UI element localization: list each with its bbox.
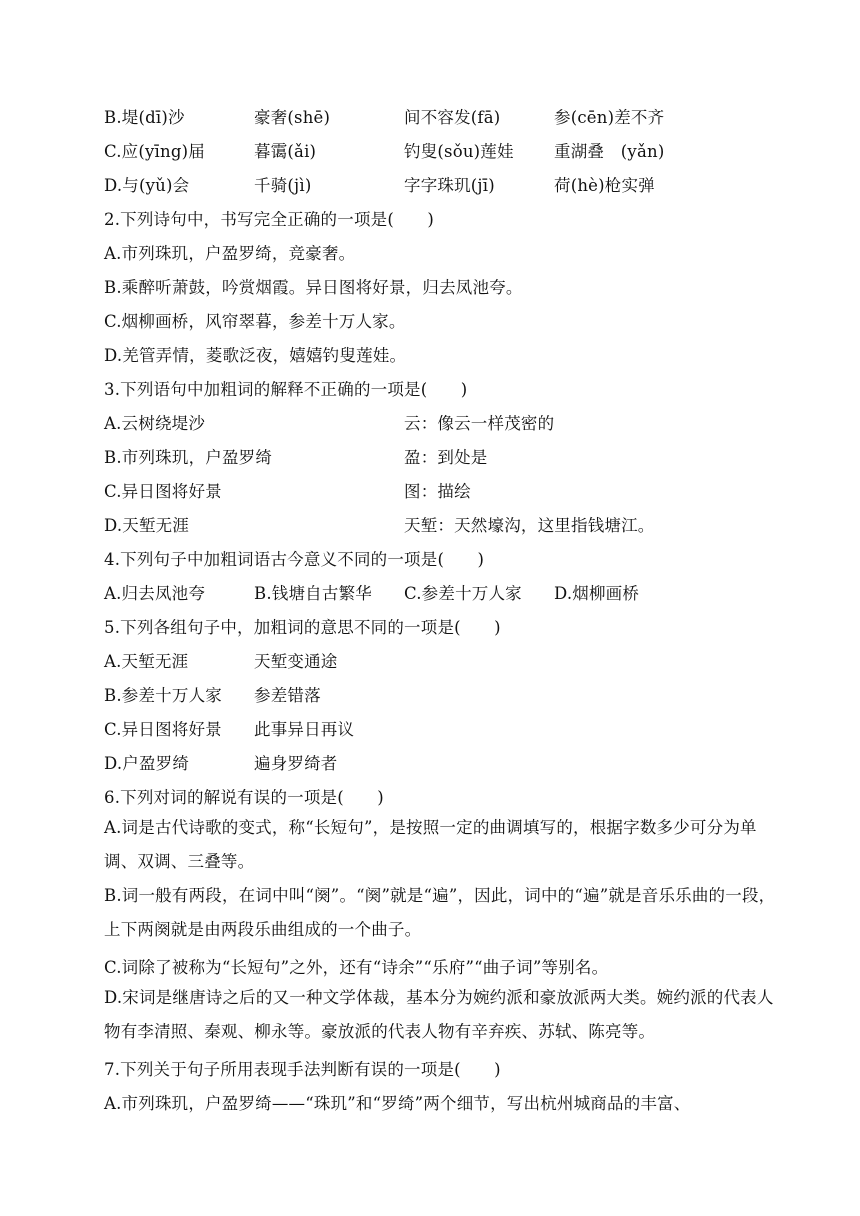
q5-a-right: 天堑变通途: [254, 652, 338, 671]
q4-option-d: D.烟柳画桥: [554, 584, 640, 603]
q1-b-option-4: 参(cēn)差不齐: [554, 108, 665, 127]
q2-option-a: A.市列珠玑，户盈罗绮，竞豪奢。: [104, 244, 356, 263]
q6-option-c: C.词除了被称为“长短句”之外，还有“诗余”“乐府”“曲子词”等别名。: [104, 958, 609, 977]
q1-d-option-4: 荷(hè)枪实弹: [554, 176, 655, 195]
q3-d-sentence: D.天堑无涯: [104, 516, 190, 535]
q1-d-option-2: 千骑(jì): [254, 176, 312, 195]
q6-option-a: A.词是古代诗歌的变式，称“长短句”，是按照一定的曲调填写的，根据字数多少可分为单调、双调、三叠等。: [104, 818, 757, 871]
q3-a-sentence: A.云树绕堤沙: [104, 414, 206, 433]
q7-option-a: A.市列珠玑，户盈罗绮——“珠玑”和“罗绮”两个细节，写出杭州城商品的丰富、: [104, 1094, 691, 1113]
q1-c-option-3: 钓叟(sǒu)莲娃: [404, 142, 514, 161]
q3-c-explanation: 图：描绘: [404, 482, 471, 501]
q5-a-left: A.天堑无涯: [104, 652, 189, 671]
q2-option-d: D.羌管弄情，菱歌泛夜，嬉嬉钓叟莲娃。: [104, 346, 407, 365]
q1-b-option-1: B.堤(dī)沙: [104, 108, 185, 127]
q3-a-explanation: 云：像云一样茂密的: [404, 414, 555, 433]
q5-b-right: 参差错落: [254, 686, 321, 705]
q1-b-option-3: 间不容发(fā): [404, 108, 501, 127]
q4-option-a: A.归去凤池夸: [104, 584, 206, 603]
q1-d-option-1: D.与(yǔ)会: [104, 176, 190, 195]
q6-option-d: D.宋词是继唐诗之后的又一种文学体裁，基本分为婉约派和豪放派两大类。婉约派的代表人物有李清照、秦观、柳永等。豪放派的代表人物有辛弃疾、苏轼、陈亮等。: [104, 988, 774, 1041]
q7-stem: 7.下列关于句子所用表现手法判断有误的一项是( ): [104, 1060, 501, 1079]
q1-c-option-2: 暮霭(ǎi): [254, 142, 317, 161]
q2-option-c: C.烟柳画桥，风帘翠暮，参差十万人家。: [104, 312, 406, 331]
q5-c-right: 此事异日再议: [254, 720, 355, 739]
q1-c-option-4: 重湖叠 (yǎn): [554, 142, 665, 161]
q4-option-c: C.参差十万人家: [404, 584, 522, 603]
q5-d-left: D.户盈罗绮: [104, 754, 190, 773]
q5-d-right: 遍身罗绮者: [254, 754, 338, 773]
q3-b-sentence: B.市列珠玑，户盈罗绮: [104, 448, 273, 467]
q1-c-option-1: C.应(yīng)届: [104, 142, 205, 161]
q5-b-left: B.参差十万人家: [104, 686, 222, 705]
q4-option-b: B.钱塘自古繁华: [254, 584, 372, 603]
q3-stem: 3.下列语句中加粗词的解释不正确的一项是( ): [104, 380, 468, 399]
q3-d-explanation: 天堑：天然壕沟，这里指钱塘江。: [404, 516, 655, 535]
q3-b-explanation: 盈：到处是: [404, 448, 488, 467]
q1-b-option-2: 豪奢(shē): [254, 108, 331, 127]
q6-stem: 6.下列对词的解说有误的一项是( ): [104, 788, 384, 807]
q2-stem: 2.下列诗句中，书写完全正确的一项是( ): [104, 210, 435, 229]
q1-d-option-3: 字字珠玑(jī): [404, 176, 495, 195]
q5-c-left: C.异日图将好景: [104, 720, 222, 739]
q5-stem: 5.下列各组句子中，加粗词的意思不同的一项是( ): [104, 618, 501, 637]
q6-option-b: B.词一般有两段，在词中叫“阕”。“阕”就是“遍”，因此，词中的“遍”就是音乐乐曲的一段，上下两阕就是由两段乐曲组成的一个曲子。: [104, 886, 776, 939]
q2-option-b: B.乘醉听萧鼓，吟赏烟霞。异日图将好景，归去凤池夸。: [104, 278, 523, 297]
q4-stem: 4.下列句子中加粗词语古今意义不同的一项是( ): [104, 550, 485, 569]
q3-c-sentence: C.异日图将好景: [104, 482, 222, 501]
